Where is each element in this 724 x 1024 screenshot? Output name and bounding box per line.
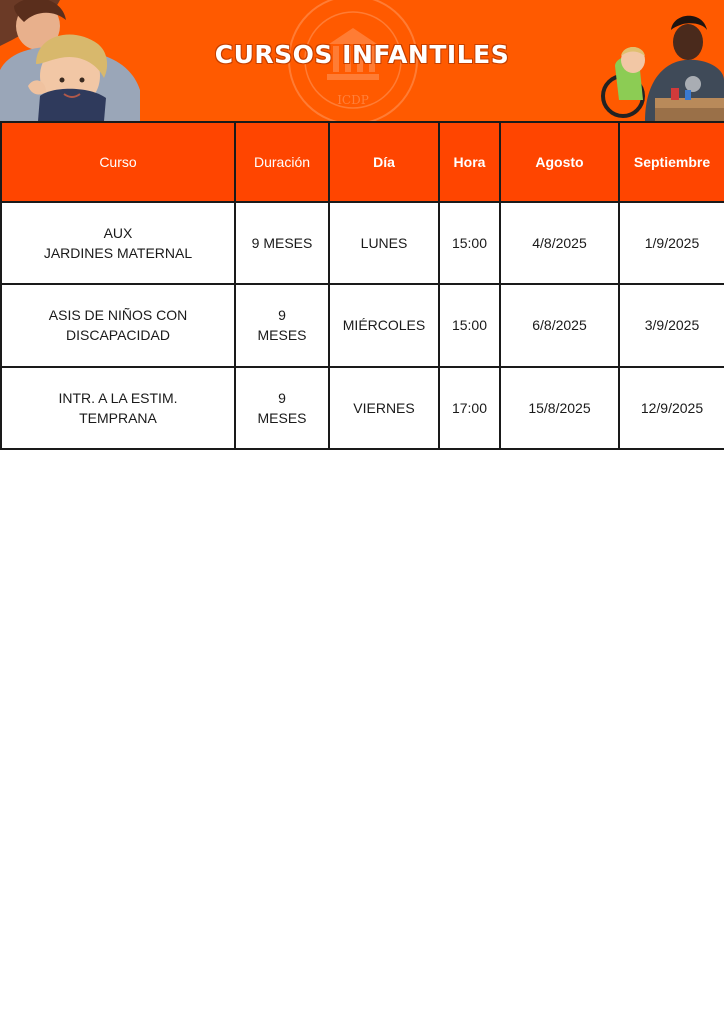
curso-line: JARDINES MATERNAL	[43, 245, 193, 262]
header-banner	[0, 0, 724, 121]
cell-septiembre: 1/9/2025	[619, 202, 724, 284]
teacher-and-child-photo	[585, 0, 724, 121]
table-row	[1, 367, 724, 449]
cell-dia: MIÉRCOLES	[329, 284, 439, 366]
curso-line: TEMPRANA	[79, 409, 157, 426]
cell-duracion	[235, 367, 329, 449]
duracion-line: MESES	[257, 327, 307, 344]
curso-line: DISCAPACIDAD	[66, 327, 170, 344]
column-header-duracion: Duración	[235, 122, 329, 202]
cell-dia: VIERNES	[329, 367, 439, 449]
table-row	[1, 202, 724, 284]
cell-duracion	[235, 202, 329, 284]
cell-dia: LUNES	[329, 202, 439, 284]
cell-hora: 15:00	[439, 284, 500, 366]
duracion-line: 9	[278, 389, 286, 406]
cell-septiembre: 12/9/2025	[619, 367, 724, 449]
cell-hora: 15:00	[439, 202, 500, 284]
column-header-dia: Día	[329, 122, 439, 202]
column-header-curso: Curso	[1, 122, 235, 202]
curso-line: AUX	[103, 225, 133, 242]
duracion-line: 9	[278, 307, 286, 324]
svg-text:ICDP: ICDP	[337, 93, 369, 107]
cell-agosto: 6/8/2025	[500, 284, 619, 366]
duracion-line: MESES	[257, 409, 307, 426]
cell-agosto: 4/8/2025	[500, 202, 619, 284]
cell-hora: 17:00	[439, 367, 500, 449]
table-header-row	[1, 122, 724, 202]
column-header-hora: Hora	[439, 122, 500, 202]
curso-line: ASIS DE NIÑOS CON	[48, 307, 188, 324]
page-title: CURSOS INFANTILES	[214, 40, 510, 69]
column-header-septiembre: Septiembre	[619, 122, 724, 202]
curso-line: INTR. A LA ESTIM.	[58, 389, 178, 406]
cell-curso	[1, 284, 235, 366]
table-row	[1, 284, 724, 366]
courses-table	[0, 121, 724, 450]
duracion-line: 9 MESES	[251, 235, 313, 252]
cell-curso	[1, 202, 235, 284]
cell-septiembre: 3/9/2025	[619, 284, 724, 366]
cell-agosto: 15/8/2025	[500, 367, 619, 449]
cell-duracion	[235, 284, 329, 366]
cell-curso	[1, 367, 235, 449]
column-header-agosto: Agosto	[500, 122, 619, 202]
